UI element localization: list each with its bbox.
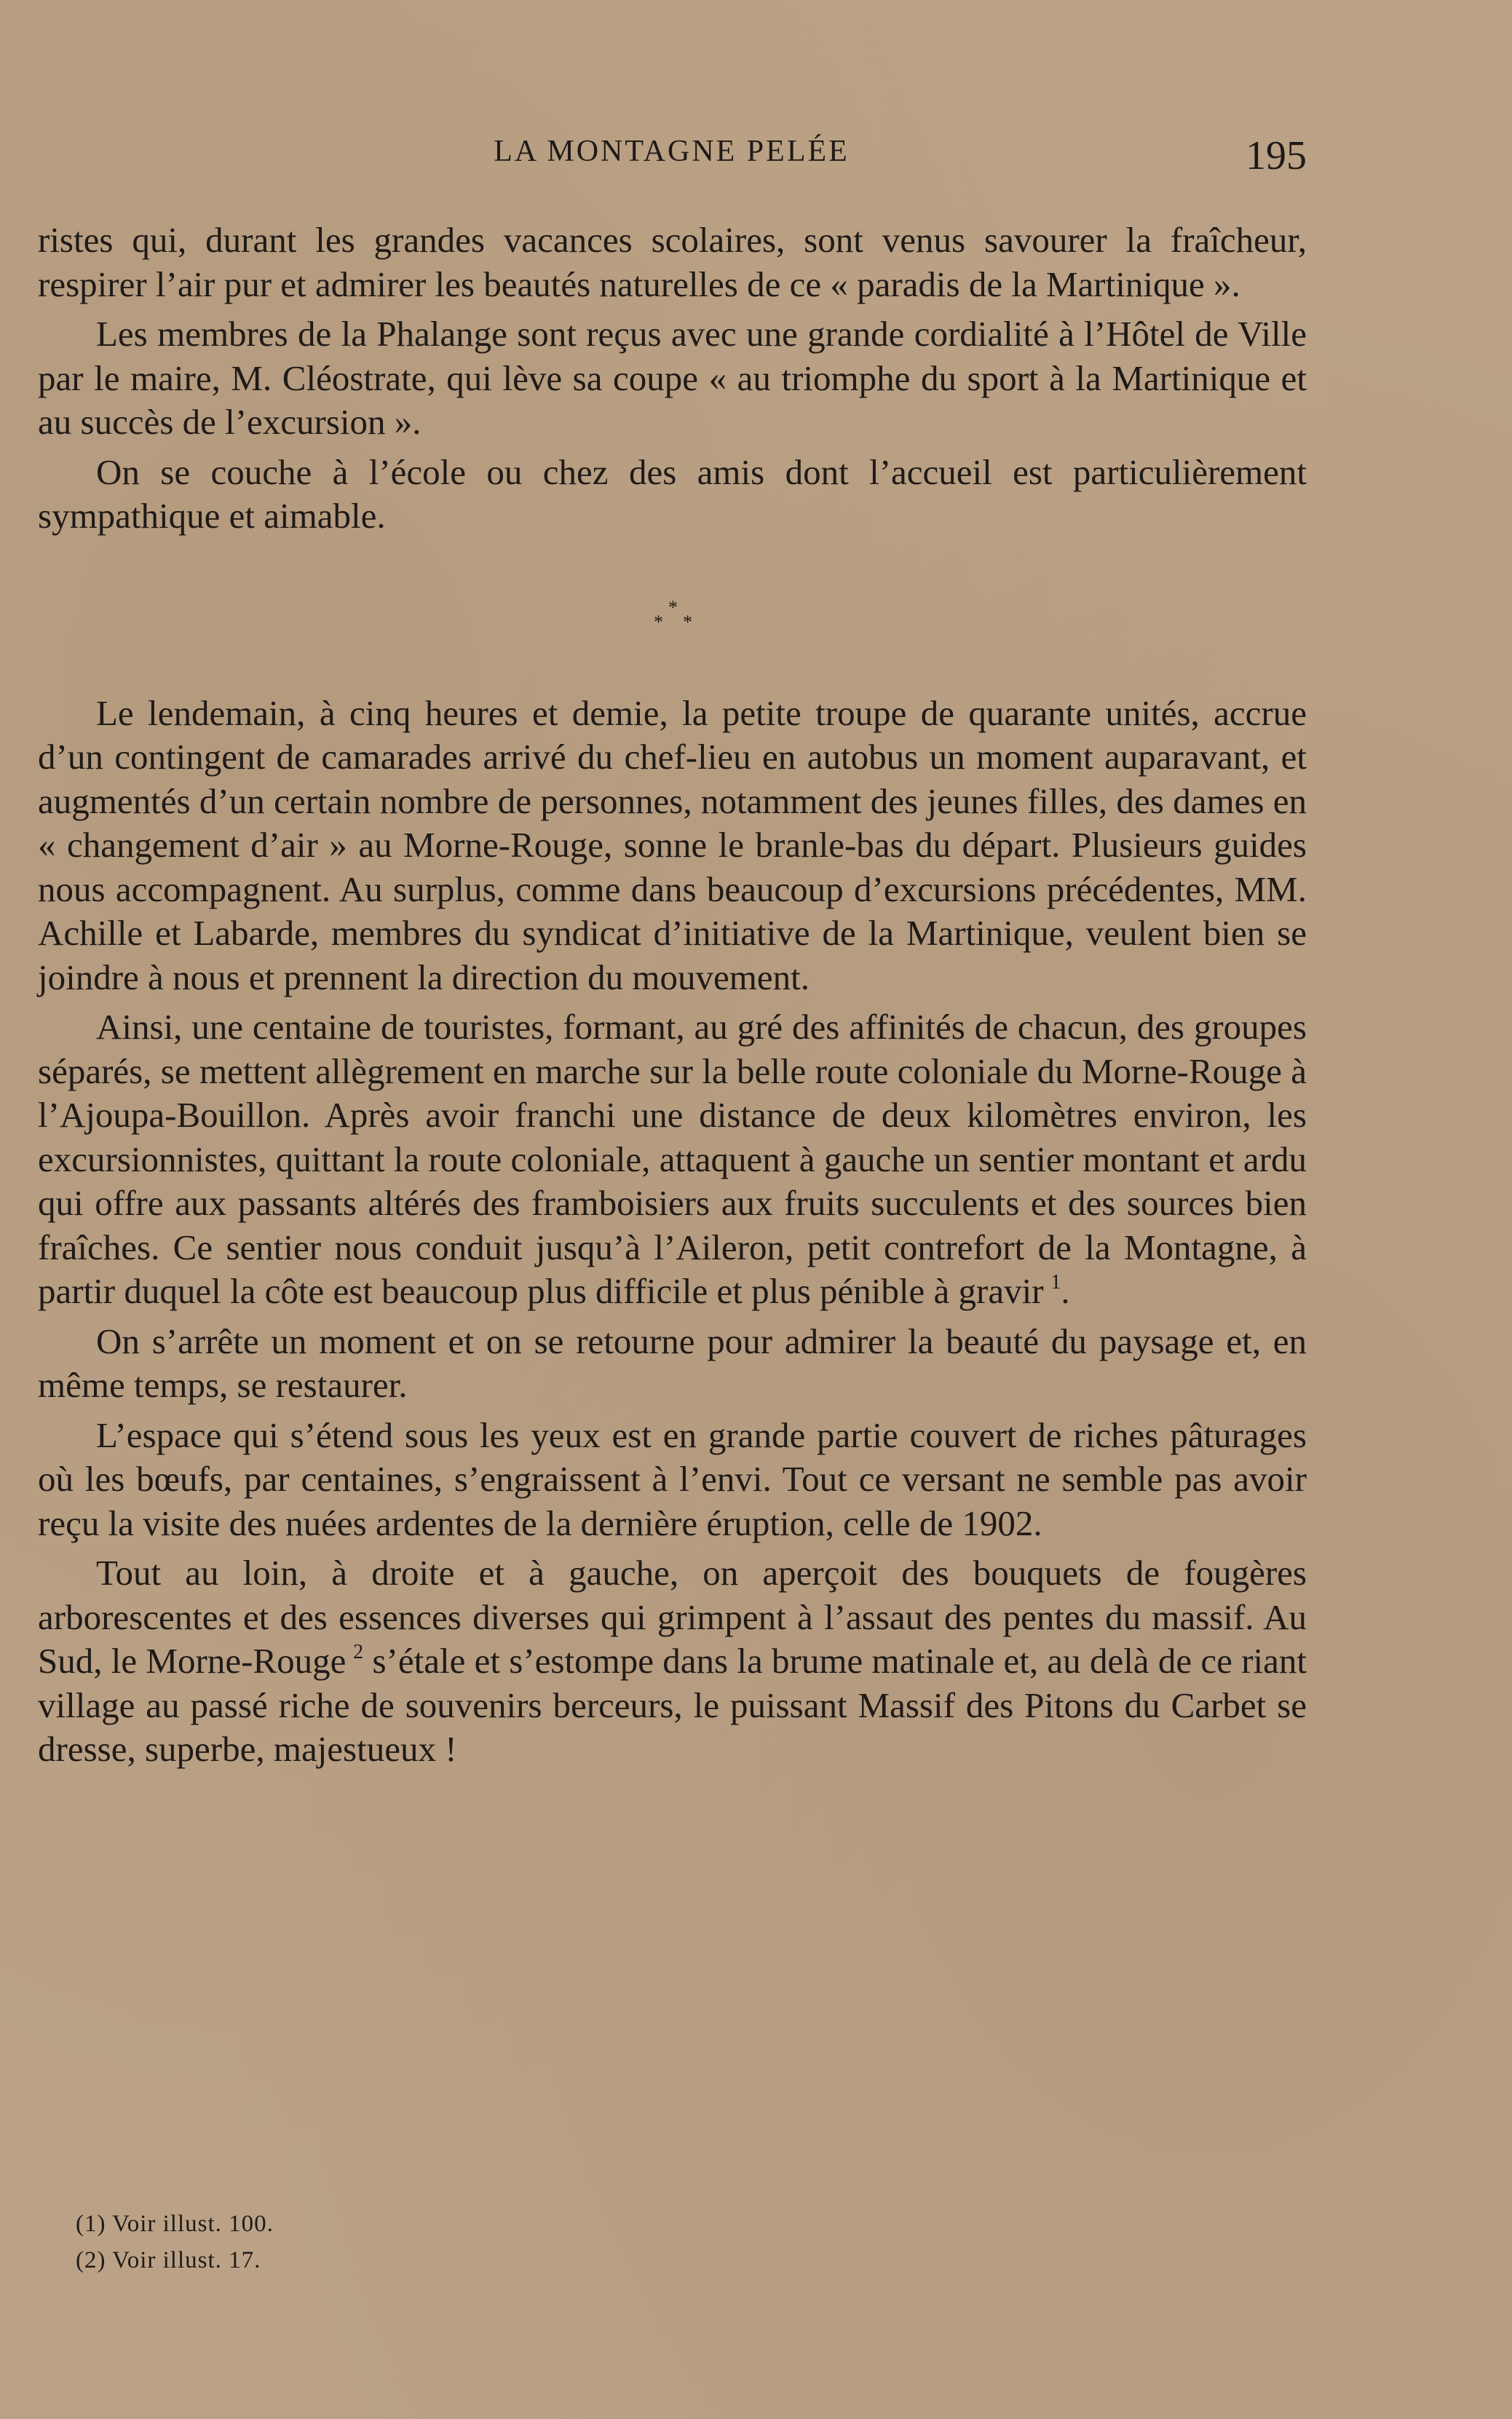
paragraph-8-text-a: Tout au loin, à droite et à gauche, on aperçoit des bouquets de fougères arborescentes et des essences diverses qui grimpent à l’assaut des pentes du massif. Au Sud, le Morne-Rouge — [38, 1553, 1307, 1681]
running-title: LA MONTAGNE PELÉE — [494, 135, 850, 168]
paragraph-4 — [38, 692, 1307, 1000]
paragraph-1: ristes qui, durant les grandes vacances scolaires, sont venus savourer la fraîcheur, respirer l’air pur et admirer les beautés naturelles de ce « paradis de la Martinique ». — [38, 220, 1307, 304]
paragraph-5-text: Ainsi, une centaine de touristes, formant, au gré des affinités de chacun, des groupes séparés, se mettent allègrement en marche sur la belle route coloniale du Morne-Rouge à l’Ajoupa-Bouillon. Après avoir franchi une distance de deux kilomètres environ, les excursionnistes, quittant la route coloniale, attaquent à gauche un sentier montant et ardu qui offre aux passants altérés des framboisiers aux fruits succulents et des sources bien fraîches. Ce sentier nous conduit jusqu’à l’Aileron, petit contrefort de la Montagne, à partir duquel la côte est beaucoup plus difficile et plus pénible à gravir — [38, 1007, 1307, 1311]
paragraph-5: Ainsi, une centaine de touristes, formant, au gré des affinités de chacun, des groupes séparés, se mettent allègrement en marche sur la belle route coloniale du Morne-Rouge à l’Ajoupa-Bouillon. Après avoir franchi une distance de deux kilomètres environ, les excursionnistes, quittant la route coloniale, attaquent à gauche un sentier montant et ardu qui offre aux passants altérés des framboisiers aux fruits succulents et des sources bien fraîches. Ce sentier nous conduit jusqu’à l’Aileron, petit contrefort de la Montagne, à partir duquel la côte est beaucoup plus difficile et plus pénible à gravir $^1$. — [38, 1007, 1307, 1311]
asterism-separator — [38, 539, 1307, 692]
paragraph-4-text: Le lendemain, à cinq heures et demie, la petite troupe de quarante unités, accrue d’un contingent de camarades arrivé du chef-lieu en autobus un moment auparavant, et augmentés d’un certain nombre de personnes, notamment des jeunes filles, des dames en « changement d’air » au Morne-Rouge, sonne le branle-bas du départ. Plusieurs guides nous accompagnent. Au surplus, comme dans beaucoup d’excursions précédentes, MM. Achille et Labarde, membres du syndicat d’initiative de la Martinique, veulent bien se joindre à nous et prennent la direction du mouvement. — [38, 692, 1307, 997]
paragraph-8 — [38, 1551, 1307, 1772]
footnote-1: (1) Voir illust. 100. — [76, 2211, 274, 2237]
paragraph-8-text-b: s’étale et s’estompe dans la brume matinale et, au delà de ce riant village au passé riche de souvenirs berceurs, le puissant Massif des Pitons du Carbet se dresse, superbe, majestueux ! — [38, 1641, 1307, 1769]
footnote-2: (2) Voir illust. 17. — [76, 2247, 261, 2273]
paragraph-3: On se couche à l’école ou chez des amis dont l’accueil est particulièrement sympathique et aimable. — [38, 451, 1307, 536]
paragraph-6: On s’arrête un moment et on se retourne pour admirer la beauté du paysage et, en même temps, se restaurer. — [38, 1321, 1307, 1405]
asterism-star-right: * — [683, 611, 692, 633]
asterism-star-top: * — [668, 596, 678, 618]
paragraph-7: L’espace qui s’étend sous les yeux est en grande partie couvert de riches pâturages où les bœufs, par centaines, s’engraissent à l’envi. Tout ce versant ne semble pas avoir reçu la visite des nuées ardentes de la dernière éruption, celle de 1902. — [38, 1414, 1307, 1543]
footnote-mark-1: 1 — [1050, 1271, 1061, 1294]
footnote-mark-2: 2 — [353, 1641, 364, 1663]
body-text — [38, 218, 1307, 1772]
page-header — [36, 130, 1307, 188]
paragraph-2: Les membres de la Phalange sont reçus avec une grande cordialité à l’Hôtel de Ville par le maire, M. Cléostrate, qui lève sa coupe « au triomphe du sport à la Martinique et au succès de l’excursion ». — [38, 314, 1307, 442]
asterism-star-left: * — [654, 611, 663, 633]
footnotes — [76, 2206, 731, 2279]
page-number: 195 — [1246, 133, 1307, 178]
